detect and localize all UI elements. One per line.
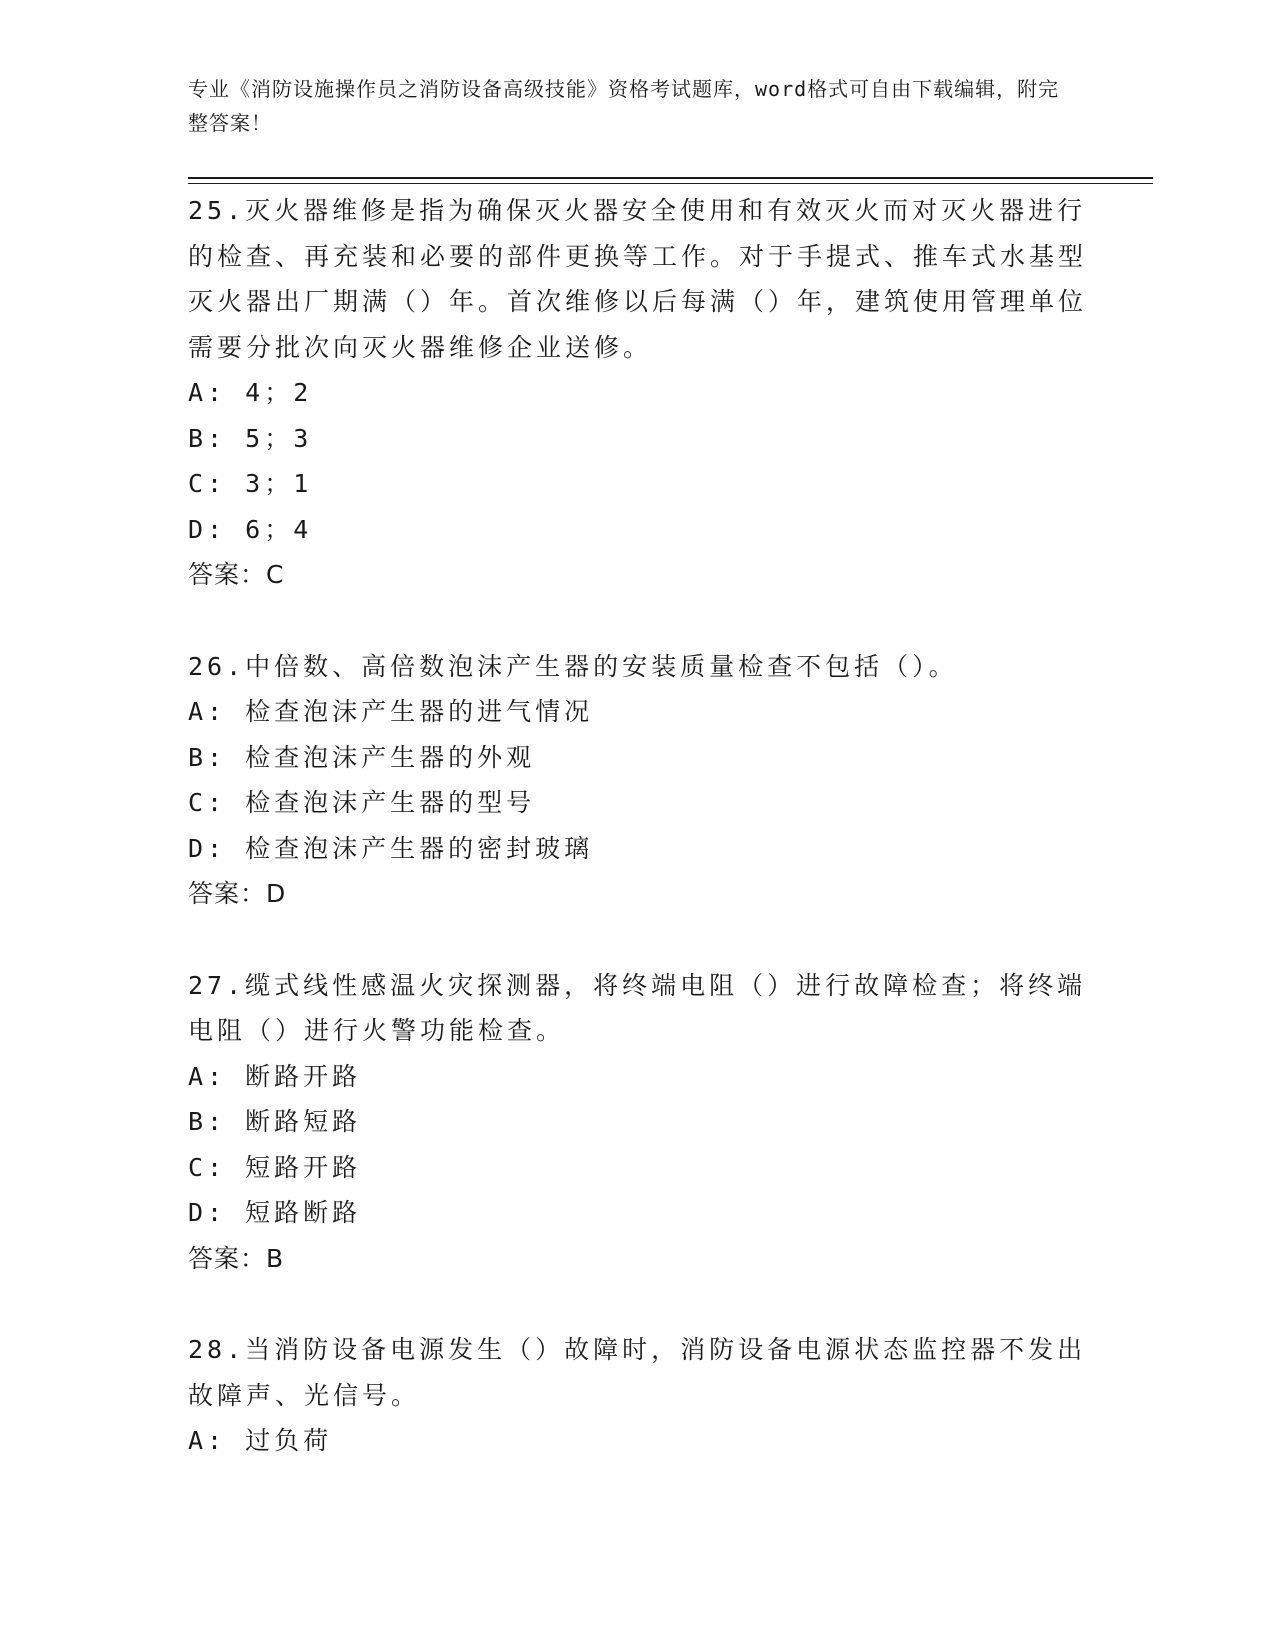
question-stem: 26.中倍数、高倍数泡沫产生器的安装质量检查不包括（）。 [188,651,958,681]
option-d: D: 短路断路 [188,1198,362,1227]
option-a: A: 4；2 [188,378,313,407]
answer-line: 答案：B [188,1243,285,1273]
option-c: C: 检查泡沫产生器的型号 [188,788,536,817]
option-a: A: 检查泡沫产生器的进气情况 [188,697,594,726]
document-header: 专业《消防设施操作员之消防设备高级技能》资格考试题库，word格式可自由下载编辑，附完整答案！ [188,77,1060,135]
question-28 [188,1327,1088,1464]
option-c: C: 短路开路 [188,1152,362,1182]
answer-line: 答案：C [188,560,285,589]
question-stem: 28.当消防设备电源发生（）故障时，消防设备电源状态监控器不发出故障声、光信号。 [188,1335,1087,1410]
question-list [188,188,1088,1510]
option-a: A: 过负荷 [188,1426,333,1455]
header-divider-thin [188,183,1153,184]
question-stem: 25.灭火器维修是指为确保灭火器安全使用和有效灭火而对灭火器进行的检查、再充装和必要的部件更换等工作。对于手提式、推车式水基型灭火器出厂期满（）年。首次维修以后每满（）年，建筑使用管理单位需要分批次向灭火器维修企业送修。 [188,196,1088,362]
question-27 [188,963,1088,1282]
answer-line: 答案：D [188,879,287,908]
option-a: A: 断路开路 [188,1061,362,1091]
question-25 [188,188,1088,598]
option-b: B: 5；3 [188,423,313,453]
question-stem: 27.缆式线性感温火灾探测器，将终端电阻（）进行故障检查；将终端电阻（）进行火警功能检查。 [188,970,1087,1045]
option-b: B: 检查泡沫产生器的外观 [188,742,536,772]
question-26 [188,644,1088,917]
option-d: D: 6；4 [188,514,313,544]
header-divider-thick [188,177,1153,179]
option-b: B: 断路短路 [188,1107,362,1136]
option-d: D: 检查泡沫产生器的密封玻璃 [188,833,594,863]
option-c: C: 3；1 [188,469,313,498]
